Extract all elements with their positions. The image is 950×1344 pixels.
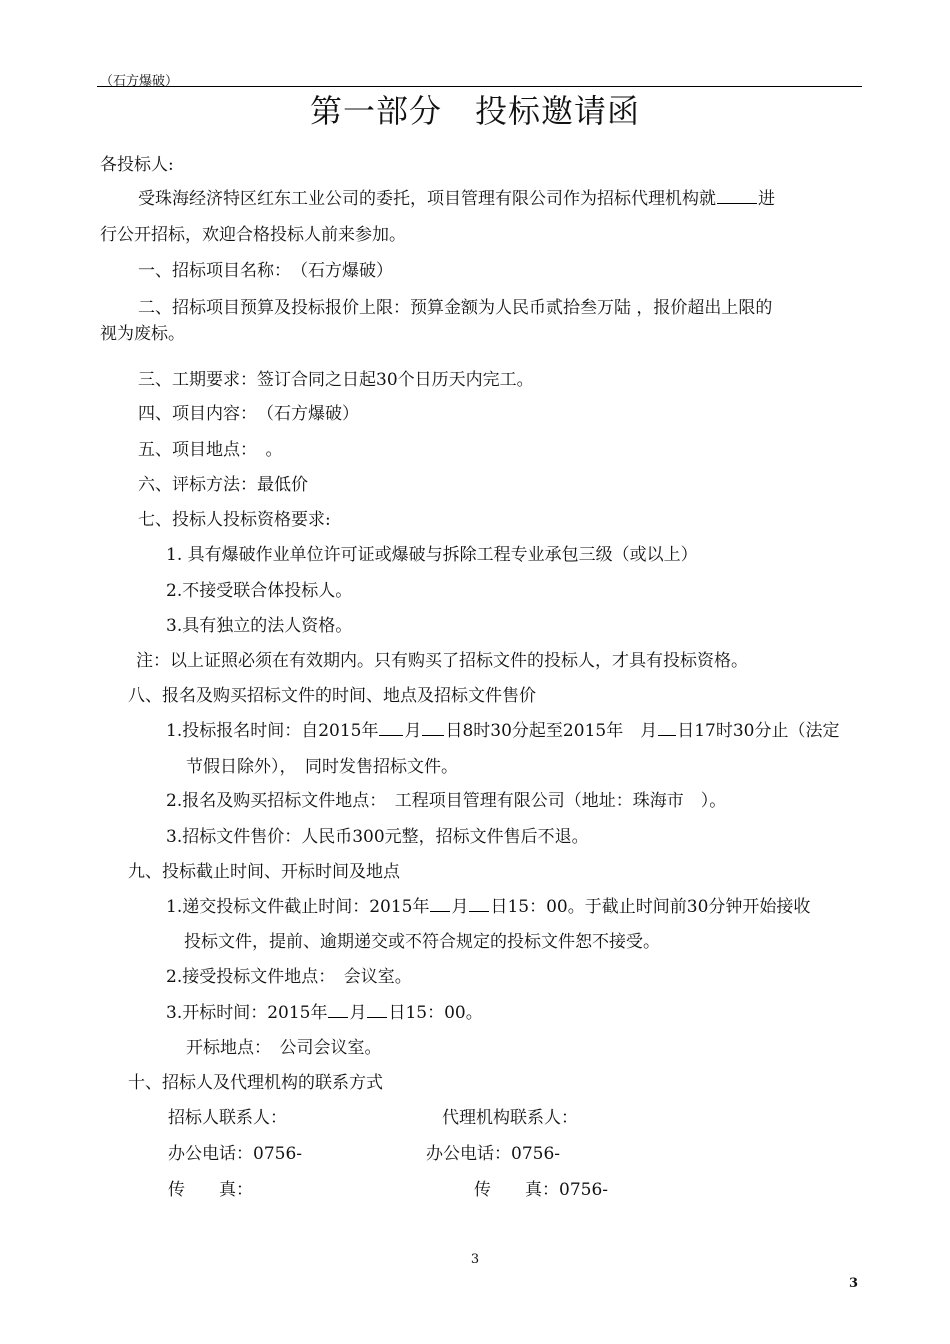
section-7-item-3: 3.具有独立的法人资格。 (166, 616, 353, 636)
intro-text-a: 受珠海经济特区红东工业公司的委托，项目管理有限公司作为招标代理机构就 (138, 189, 716, 209)
section-9-item-1 (166, 896, 810, 918)
blank-month (328, 1016, 348, 1018)
page-number-center: 3 (470, 1252, 480, 1267)
s9-i3-a: 3.开标时间：2015年 (166, 1003, 328, 1023)
section-2-line-1: 二、招标项目预算及投标报价上限：预算金额为人民币贰拾叁万陆 ，报价超出上限的 (138, 298, 773, 318)
section-7-item-1: 1. 具有爆破作业单位许可证或爆破与拆除工程专业承包三级（或以上） (166, 545, 698, 565)
s8-i1-d: 日17时30分止（法定 (677, 721, 840, 741)
s9-i3-b: 月 (349, 1003, 367, 1023)
s8-i1-c: 日8时30分起至2015年 月 (445, 721, 658, 741)
intro-line-1 (138, 188, 775, 210)
agency-fax: 传 真：0756- (474, 1180, 609, 1200)
page-title: 第一部分 投标邀请函 (309, 92, 640, 130)
s8-i1-a: 1.投标报名时间：自2015年 (166, 721, 379, 741)
section-4: 四、项目内容： （石方爆破） (138, 404, 359, 424)
tenderer-contact: 招标人联系人： (168, 1108, 287, 1128)
section-8-item-1 (166, 720, 839, 742)
blank-month (430, 910, 450, 912)
blank-day (422, 734, 444, 736)
blank-day-end (658, 734, 676, 736)
header-label: （石方爆破） (100, 74, 179, 89)
section-9-item-1-line-2: 投标文件，提前、逾期递交或不符合规定的投标文件恕不接受。 (184, 932, 660, 952)
blank-day (469, 910, 489, 912)
section-7-item-2: 2.不接受联合体投标人。 (166, 581, 353, 601)
section-9-heading: 九、投标截止时间、开标时间及地点 (128, 862, 400, 882)
section-8-heading: 八、报名及购买招标文件的时间、地点及招标文件售价 (128, 686, 536, 706)
intro-line-2: 行公开招标，欢迎合格投标人前来参加。 (100, 225, 406, 245)
page-number-right: 3 (848, 1276, 858, 1291)
blank-day (367, 1016, 387, 1018)
section-5: 五、项目地点： 。 (138, 440, 283, 460)
section-9-item-2: 2.接受投标文件地点： 会议室。 (166, 967, 412, 987)
salutation: 各投标人: (100, 155, 174, 175)
s9-i3-c: 日15：00。 (388, 1003, 483, 1023)
s9-i1-b: 月 (451, 897, 469, 917)
section-7-heading: 七、投标人投标资格要求: (138, 510, 331, 530)
s9-i1-a: 1.递交投标文件截止时间：2015年 (166, 897, 430, 917)
note: 注：以上证照必须在有效期内。只有购买了招标文件的投标人，才具有投标资格。 (136, 651, 748, 671)
s9-i1-c: 日15：00。于截止时间前30分钟开始接收 (490, 897, 811, 917)
agency-phone: 办公电话：0756- (426, 1144, 561, 1164)
section-3: 三、工期要求：签订合同之日起30个日历天内完工。 (138, 370, 534, 390)
s8-i1-b: 月 (404, 721, 422, 741)
opening-location: 开标地点： 公司会议室。 (186, 1038, 382, 1058)
intro-text-b: 进 (758, 189, 775, 209)
section-9-item-3 (166, 1002, 483, 1024)
section-8-item-2: 2.报名及购买招标文件地点： 工程项目管理有限公司（地址：珠海市 ）。 (166, 791, 727, 811)
section-1: 一、招标项目名称： （石方爆破） (138, 261, 393, 281)
agency-contact: 代理机构联系人： (442, 1108, 578, 1128)
blank-project-name (717, 202, 757, 204)
blank-month (379, 734, 403, 736)
section-2-line-2: 视为废标。 (100, 324, 185, 344)
section-10-heading: 十、招标人及代理机构的联系方式 (128, 1073, 383, 1093)
section-8-item-1-line-2: 节假日除外）， 同时发售招标文件。 (186, 757, 458, 777)
tenderer-fax: 传 真： (168, 1180, 253, 1200)
tenderer-phone: 办公电话：0756- (168, 1144, 303, 1164)
section-8-item-3: 3.招标文件售价：人民币300元整，招标文件售后不退。 (166, 827, 589, 847)
section-6: 六、评标方法：最低价 (138, 475, 308, 495)
